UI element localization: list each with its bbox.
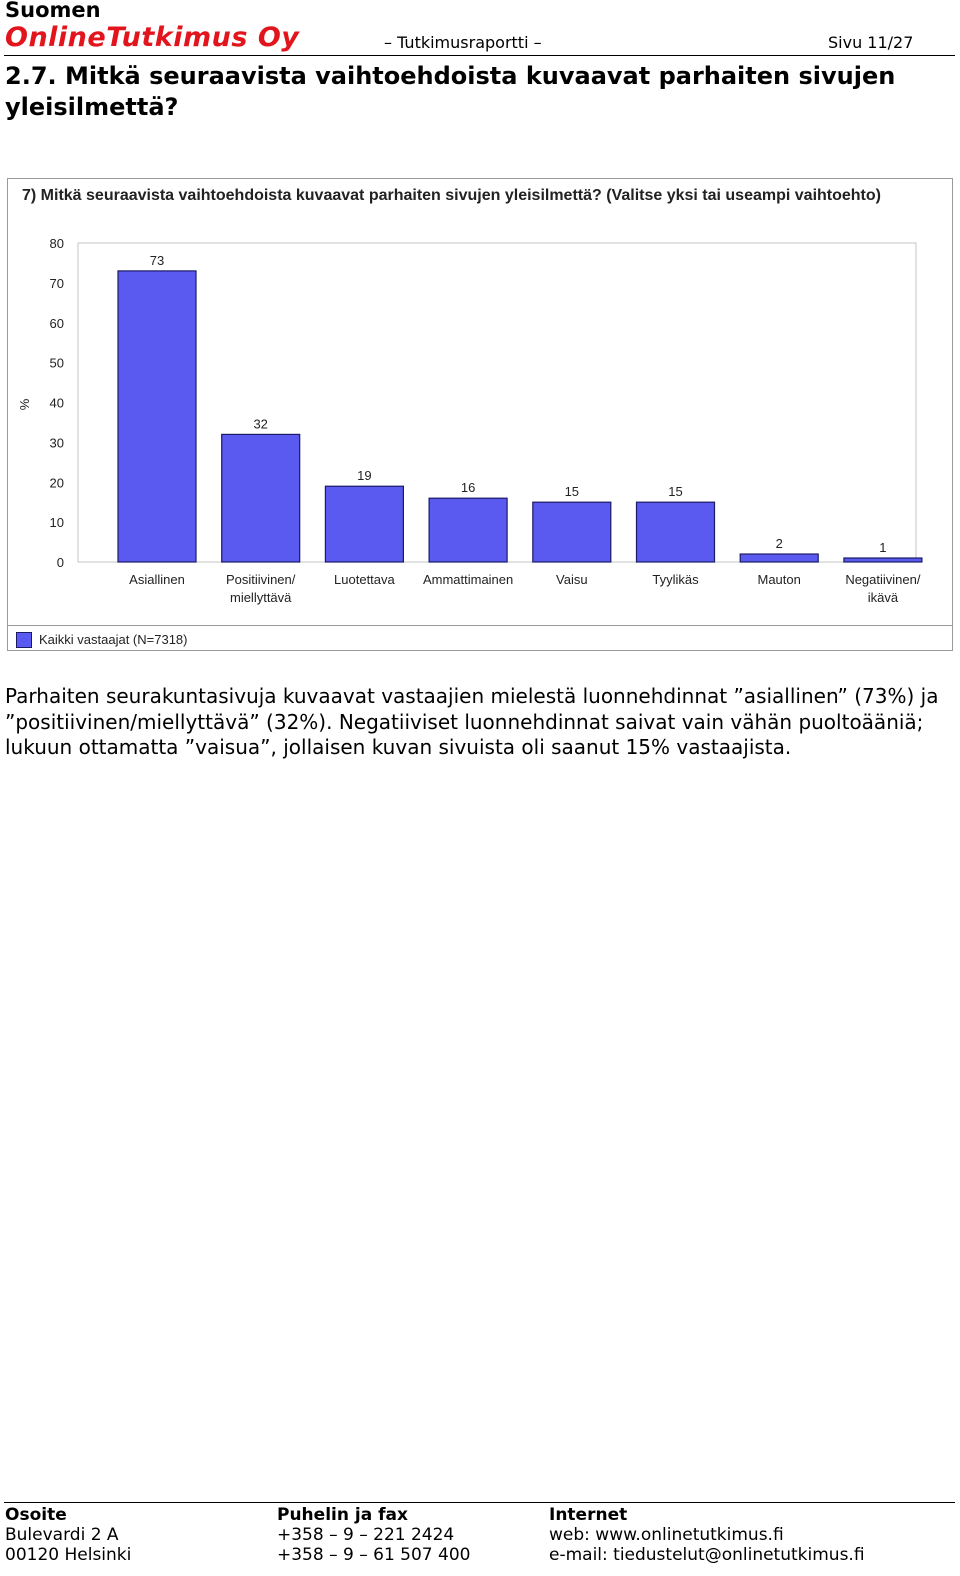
bar [118, 271, 196, 562]
chart-plot [8, 179, 952, 625]
header-divider [4, 55, 955, 56]
legend-label: Kaikki vastaajat (N=7318) [39, 632, 188, 647]
x-tick-label: ikävä [867, 590, 899, 605]
x-tick-label: Mauton [757, 572, 801, 587]
data-label: 1 [879, 540, 887, 556]
y-tick-label: 0 [56, 555, 64, 570]
bar [637, 502, 715, 562]
report-label: – Tutkimusraportti – [384, 33, 542, 52]
y-tick-label: 50 [49, 355, 64, 371]
footer-address-line1: Bulevardi 2 A [5, 1525, 119, 1545]
footer-address-line2: 00120 Helsinki [5, 1545, 132, 1565]
data-label: 15 [564, 484, 580, 500]
legend-divider [8, 625, 952, 626]
chart-title: 7) Mitkä seuraavista vaihtoehdoista kuvaavat parhaiten sivujen yleisilmettä? (Valitse yksi tai useampi vaihtoehto) [22, 187, 881, 204]
x-tick-label: Vaisu [556, 572, 588, 587]
x-tick-label: Luotettava [334, 572, 395, 587]
y-tick-label: 40 [49, 395, 64, 411]
x-tick-label: Ammattimainen [422, 572, 514, 587]
company-name-line2: OnlineTutkimus Oy [5, 22, 300, 53]
x-tick-label: Negatiivinen/ [845, 572, 921, 587]
footer-phone-heading: Puhelin ja fax [277, 1505, 408, 1525]
footer-email-link[interactable]: e-mail: tiedustelut@onlinetutkimus.fi [549, 1545, 865, 1565]
y-tick-label: 20 [49, 475, 64, 491]
section-heading: 2.7. Mitkä seuraavista vaihtoehdoista kuvaavat parhaiten sivujen yleisilmettä? [5, 62, 896, 121]
footer-web-link[interactable]: web: www.onlinetutkimus.fi [549, 1525, 784, 1545]
bar [325, 486, 403, 562]
data-label: 15 [668, 484, 683, 500]
footer-internet [549, 1505, 865, 1565]
company-name-line1: Suomen [5, 0, 101, 22]
y-tick-label: 10 [49, 515, 64, 531]
x-tick-label: Tyylikäs [652, 572, 699, 587]
x-tick-label: Asiallinen [129, 572, 185, 587]
bar [844, 558, 922, 562]
y-tick-label: 80 [49, 236, 64, 251]
bar [429, 498, 507, 562]
data-label: 32 [253, 416, 268, 432]
footer-internet-heading: Internet [549, 1505, 628, 1525]
x-tick-label: Positiivinen/ [226, 572, 296, 587]
footer-address-heading: Osoite [5, 1505, 67, 1525]
bar [533, 502, 611, 562]
page-number: Sivu 11/27 [828, 33, 914, 52]
y-axis-label: % [17, 398, 32, 411]
footer-phone [277, 1505, 470, 1565]
footer-address [5, 1505, 131, 1565]
bar-chart [7, 178, 953, 651]
footer-phone-line2: +358 – 9 – 61 507 400 [277, 1545, 471, 1565]
y-tick-label: 70 [49, 275, 64, 291]
y-tick-label: 30 [49, 435, 64, 451]
data-label: 16 [460, 480, 476, 496]
x-tick-label: miellyttävä [229, 590, 292, 605]
legend-swatch [16, 632, 32, 648]
bar [222, 434, 300, 562]
footer-phone-line1: +358 – 9 – 221 2424 [277, 1525, 455, 1545]
body-paragraph: Parhaiten seurakuntasivuja kuvaavat vastaajien mielestä luonnehdinnat ”asiallinen” (73%) ja ”positiivinen/miellyttävä” (32%). Negatiiviset luonnehdinnat saivat vain vähän puoltoääniä; lukuun ottamatta ”vaisua”, jollaisen kuvan sivuista oli saanut 15% vastaajista. [5, 684, 939, 759]
bar [740, 554, 818, 562]
data-label: 73 [149, 252, 165, 268]
data-label: 2 [775, 536, 783, 552]
footer-divider [4, 1502, 955, 1503]
data-label: 19 [357, 468, 372, 484]
y-tick-label: 60 [49, 315, 64, 331]
